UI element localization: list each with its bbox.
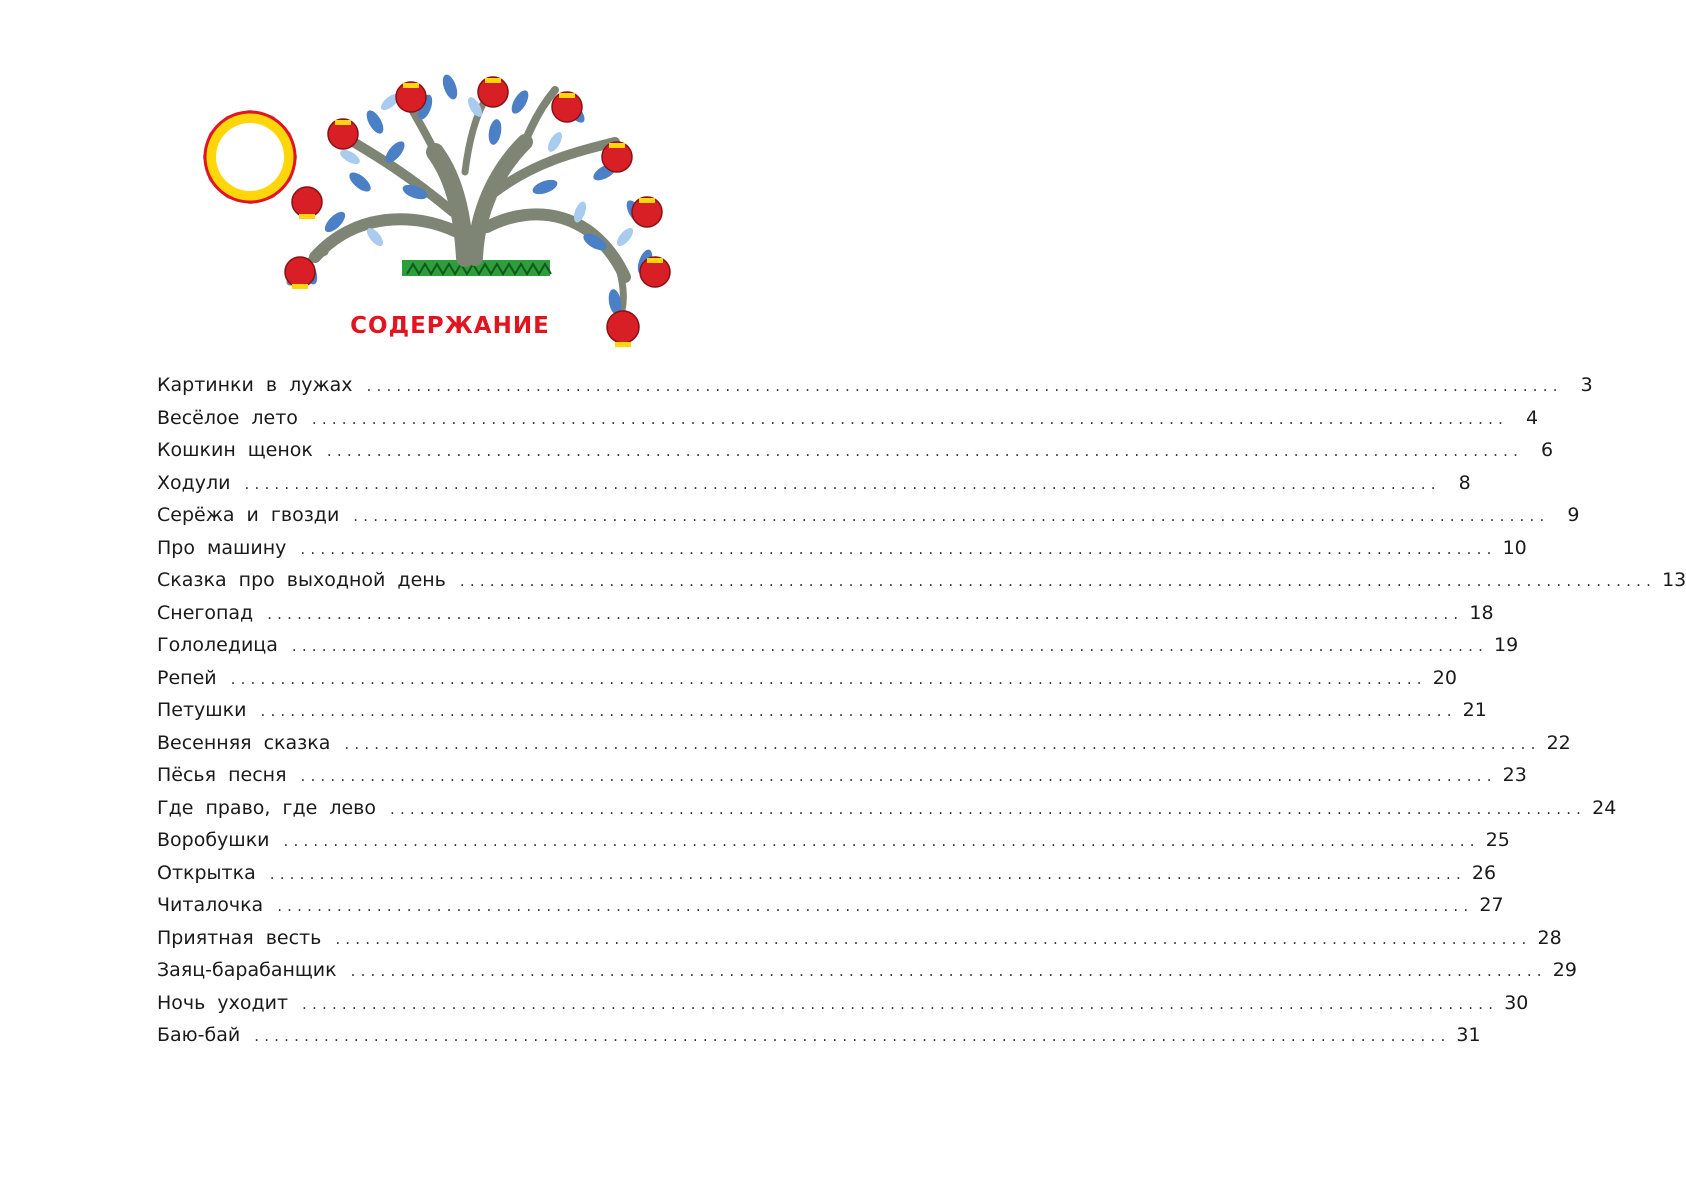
- toc-entry-title: Сказка про выходной день: [157, 569, 446, 591]
- toc-entry-title: Пёсья песня: [157, 764, 287, 786]
- toc-entry-page: 27: [1479, 894, 1504, 916]
- toc-leader-dots: ........................................................................................................................: [344, 734, 1541, 753]
- toc-entry-title: Ночь уходит: [157, 991, 289, 1014]
- toc-entry-title: Воробушки: [157, 829, 270, 851]
- toc-entry: [157, 926, 1562, 960]
- toc-entry: [157, 796, 1617, 830]
- toc-entry-title: Репей: [157, 666, 217, 689]
- toc-entry: [157, 764, 1527, 797]
- toc-entry: [157, 699, 1487, 732]
- toc-entry-title: Читалочка: [157, 894, 264, 916]
- toc-leader-dots: ........................................................................................................................: [366, 377, 1563, 395]
- toc-entry: [157, 374, 1593, 407]
- toc-leader-dots: ........................................................................................................................: [459, 572, 1657, 590]
- toc-entry: [157, 634, 1519, 667]
- toc-entry: [157, 536, 1527, 570]
- toc-leader-dots: ........................................................................................................................: [350, 962, 1547, 980]
- toc-entry-page: 28: [1537, 926, 1562, 949]
- toc-entry: [157, 829, 1510, 862]
- toc-entry-page: 31: [1456, 1024, 1481, 1046]
- toc-entry: [157, 959, 1577, 992]
- toc-leader-dots: ........................................................................................................................: [335, 929, 1532, 948]
- toc-entry-page: 6: [1540, 439, 1554, 461]
- toc-entry-page: 4: [1525, 406, 1539, 429]
- toc-entry-page: 8: [1458, 471, 1471, 494]
- toc-leader-dots: ........................................................................................................................: [311, 409, 1509, 428]
- toc-entry-page: 21: [1462, 699, 1487, 721]
- toc-entry-page: 30: [1504, 991, 1529, 1014]
- toc-entry-page: 24: [1592, 796, 1617, 819]
- toc-entry-title: Петушки: [157, 699, 247, 721]
- toc-leader-dots: ........................................................................................................................: [353, 507, 1550, 525]
- pomegranate-tree-icon: [285, 73, 670, 347]
- toc-entry-title: Баю-бай: [157, 1024, 241, 1046]
- toc-leader-dots: ........................................................................................................................: [277, 897, 1474, 915]
- toc-entry-page: 20: [1432, 666, 1457, 689]
- toc-entry-title: Гололедица: [157, 634, 278, 656]
- toc-entry-title: Открытка: [157, 861, 256, 884]
- toc-leader-dots: ........................................................................................................................: [254, 1027, 1451, 1045]
- toc-leader-dots: ........................................................................................................................: [389, 799, 1587, 818]
- toc-entry: [157, 439, 1554, 472]
- table-of-contents: [157, 374, 1686, 1057]
- toc-entry-page: 18: [1469, 601, 1494, 624]
- toc-leader-dots: ........................................................................................................................: [283, 832, 1480, 850]
- toc-entry: [157, 1024, 1481, 1057]
- toc-entry-title: Приятная весть: [157, 926, 322, 949]
- toc-entry-title: Серёжа и гвозди: [157, 504, 340, 526]
- toc-entry: [157, 601, 1494, 635]
- toc-entry: [157, 861, 1497, 895]
- toc-entry-page: 3: [1580, 374, 1593, 396]
- toc-leader-dots: ........................................................................................................................: [300, 767, 1497, 785]
- toc-leader-dots: ........................................................................................................................: [269, 864, 1466, 883]
- toc-entry-title: Весёлое лето: [157, 406, 298, 429]
- toc-entry-page: 22: [1546, 731, 1571, 754]
- toc-entry-title: Картинки в лужах: [157, 374, 353, 396]
- toc-entry-page: 29: [1552, 959, 1577, 981]
- toc-entry-page: 26: [1471, 861, 1497, 884]
- toc-entry: [157, 406, 1539, 440]
- toc-leader-dots: ........................................................................................................................: [300, 539, 1497, 558]
- toc-entry-page: 9: [1567, 504, 1580, 526]
- toc-leader-dots: ........................................................................................................................: [260, 702, 1457, 720]
- daisy-sun-icon: [203, 110, 297, 204]
- toc-leader-dots: ........................................................................................................................: [302, 994, 1499, 1013]
- toc-entry-page: 13: [1662, 569, 1686, 591]
- toc-entry-page: 25: [1485, 829, 1510, 851]
- toc-entry: [157, 731, 1571, 765]
- toc-entry-page: 10: [1502, 536, 1527, 559]
- toc-entry-title: Снегопад: [157, 601, 254, 624]
- toc-leader-dots: ........................................................................................................................: [244, 474, 1441, 493]
- toc-entry-page: 19: [1494, 634, 1519, 656]
- toc-leader-dots: ........................................................................................................................: [230, 669, 1427, 688]
- page-title: СОДЕРЖАНИЕ: [350, 313, 550, 339]
- toc-entry: [157, 504, 1580, 537]
- toc-entry-title: Весенняя сказка: [157, 731, 331, 754]
- toc-entry-title: Ходули: [157, 471, 231, 494]
- toc-leader-dots: ........................................................................................................................: [326, 442, 1524, 460]
- toc-entry: [157, 569, 1686, 602]
- toc-leader-dots: ........................................................................................................................: [267, 604, 1464, 623]
- toc-entry-title: Заяц-барабанщик: [157, 959, 337, 981]
- toc-entry: [157, 991, 1529, 1025]
- toc-entry-title: Про машину: [157, 536, 287, 559]
- toc-entry: [157, 471, 1471, 505]
- toc-entry: [157, 666, 1457, 700]
- toc-leader-dots: ........................................................................................................................: [291, 637, 1489, 655]
- toc-entry: [157, 894, 1504, 927]
- toc-entry-title: Где право, где лево: [157, 796, 376, 819]
- toc-entry-page: 23: [1502, 764, 1527, 786]
- toc-entry-title: Кошкин щенок: [157, 439, 313, 461]
